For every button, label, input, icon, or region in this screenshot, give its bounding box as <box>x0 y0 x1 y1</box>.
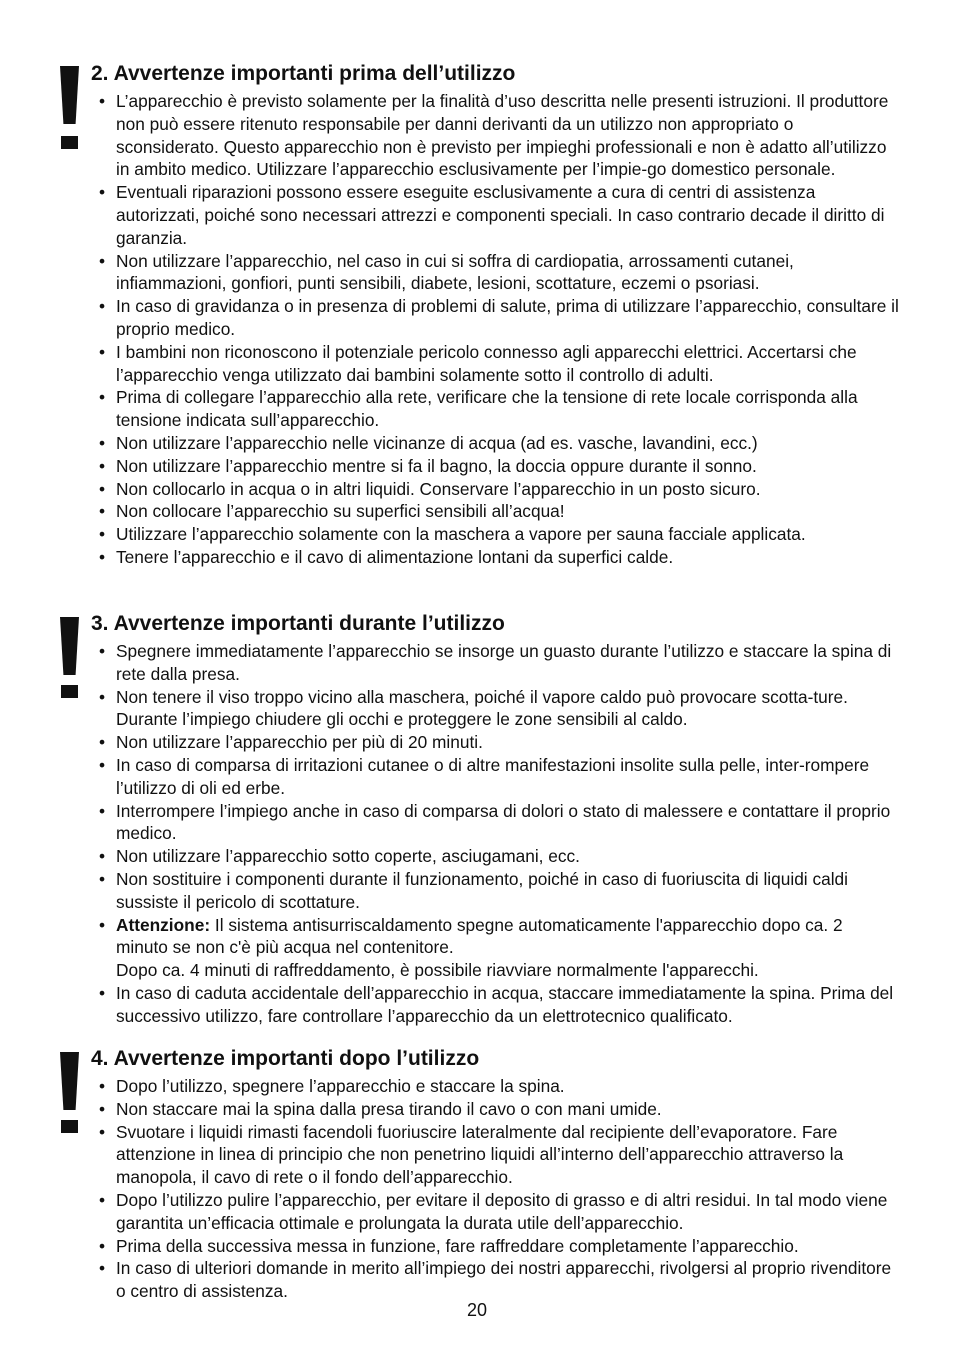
list-item: • Non sostituire i componenti durante il funzionamento, poiché in caso di fuoriuscita di liquidi caldi sussiste il pericolo di scottature. <box>99 868 899 914</box>
list-item: • L’apparecchio è previsto solamente per la finalità d’uso descritta nelle presenti istruzioni. Il produttore non può essere ritenuto responsabile per danni derivanti da un utilizzo non appropriato o sconsiderato. Questo apparecchio non è previsto per impieghi professionali e non è adatto all’utilizzo in ambito medico. Utilizzare l’apparecchio esclusivamente per l’impie-go domestico personale. <box>99 90 899 181</box>
list-item: • Spegnere immediatamente l’apparecchio se insorge un guasto durante l’utilizzo e staccare la spina di rete dalla presa. <box>99 640 899 686</box>
list-item: • I bambini non riconoscono il potenziale pericolo connesso agli apparecchi elettrici. Accertarsi che l’apparecchio venga utilizzato dai bambini solamente sotto il controllo di adulti. <box>99 341 899 387</box>
list-item: • Non collocarlo in acqua o in altri liquidi. Conservare l’apparecchio in un posto sicuro. <box>99 478 899 501</box>
attention-text: Il sistema antisurriscaldamento spegne automaticamente l'apparecchio dopo ca. 2 minuto se non c'è più acqua nel contenitore. <box>116 914 843 958</box>
list-item: • Prima della successiva messa in funzione, fare raffreddare completamente l’apparecchio. <box>99 1235 899 1258</box>
list-item: • Tenere l’apparecchio e il cavo di alimentazione lontani da superfici calde. <box>99 546 899 569</box>
list-item: • Non utilizzare l’apparecchio mentre si fa il bagno, la doccia oppure durante il sonno. <box>99 455 899 478</box>
warning-list <box>99 640 899 1028</box>
list-item: • In caso di caduta accidentale dell’apparecchio in acqua, staccare immediatamente la spina. Prima del successivo utilizzo, fare controllare l’apparecchio da un elettrotecnico qualificato. <box>99 982 899 1028</box>
list-item: • In caso di ulteriori domande in merito all’impiego dei nostri apparecchi, rivolgersi al proprio rivenditore o centro di assistenza. <box>99 1257 899 1303</box>
list-item: • Interrompere l’impiego anche in caso di comparsa di dolori o stato di malessere e contattare il proprio medico. <box>99 800 899 846</box>
attention-text-2: Dopo ca. 4 minuti di raffreddamento, è possibile riavviare normalmente l'apparecchi. <box>116 960 759 981</box>
list-item: • Non utilizzare l’apparecchio nelle vicinanze di acqua (ad es. vasche, lavandini, ecc.) <box>99 432 899 455</box>
list-item: • In caso di comparsa di irritazioni cutanee o di altre manifestazioni insolite sulla pelle, inter-rompere l’utilizzo di oli ed erbe. <box>99 754 899 800</box>
list-item: • Eventuali riparazioni possono essere eseguite esclusivamente a cura di centri di assistenza autorizzati, poiché sono necessari attrezzi e componenti speciali. In caso contrario decade il diritto di garanzia. <box>99 181 899 249</box>
section-title: 4. Avvertenze importanti dopo l’utilizzo <box>91 1047 480 1070</box>
list-item: • Dopo l’utilizzo, spegnere l’apparecchio e staccare la spina. <box>99 1075 899 1098</box>
exclamation-warning-icon <box>60 1052 79 1134</box>
list-item: • Svuotare i liquidi rimasti facendoli fuoriuscire lateralmente dal recipiente dell’evaporatore. Fare attenzione in linea di principio che non penetrino liquidi all’interno dell’apparecchio attraverso la manopola, il cavo di rete o il fondo dell’apparecchio. <box>99 1121 899 1189</box>
exclamation-warning-icon <box>60 617 79 699</box>
list-item: • Non staccare mai la spina dalla presa tirando il cavo o con mani umide. <box>99 1098 899 1121</box>
list-item: • Utilizzare l’apparecchio solamente con la maschera a vapore per sauna facciale applicata. <box>99 523 899 546</box>
list-item: • Non tenere il viso troppo vicino alla maschera, poiché il vapore caldo può provocare scotta-ture. Durante l’impiego chiudere gli occhi e proteggere le zone sensibili al caldo. <box>99 686 899 732</box>
list-item: • Prima di collegare l’apparecchio alla rete, verificare che la tensione di rete locale corrisponda alla tensione indicata sull’apparecchio. <box>99 386 899 432</box>
attention-label: Attenzione: <box>116 914 211 935</box>
list-item: • Non collocare l’apparecchio su superfici sensibili all’acqua! <box>99 500 899 523</box>
section-title: 3. Avvertenze importanti durante l’utilizzo <box>91 612 505 635</box>
warning-list <box>99 1075 899 1303</box>
list-item: • Non utilizzare l’apparecchio per più di 20 minuti. <box>99 731 899 754</box>
exclamation-warning-icon <box>60 66 79 148</box>
attention-item <box>99 914 899 982</box>
list-item: • Non utilizzare l’apparecchio sotto coperte, asciugamani, ecc. <box>99 845 899 868</box>
warning-list <box>99 90 899 569</box>
page-number: 20 <box>466 1300 488 1320</box>
list-item: • Non utilizzare l’apparecchio, nel caso in cui si soffra di cardiopatia, arrossamenti cutanei, infiammazioni, gonfiori, punti sensibili, diabete, lesioni, scottature, eczemi o psoriasi. <box>99 250 899 296</box>
section-title: 2. Avvertenze importanti prima dell’utilizzo <box>91 62 516 85</box>
list-item: • Dopo l’utilizzo pulire l’apparecchio, per evitare il deposito di grasso e di altri residui. In tal modo viene garantita un’efficacia ottimale e prolungata la durata utile dell’apparecchio. <box>99 1189 899 1235</box>
list-item: • In caso di gravidanza o in presenza di problemi di salute, prima di utilizzare l’apparecchio, consultare il proprio medico. <box>99 295 899 341</box>
